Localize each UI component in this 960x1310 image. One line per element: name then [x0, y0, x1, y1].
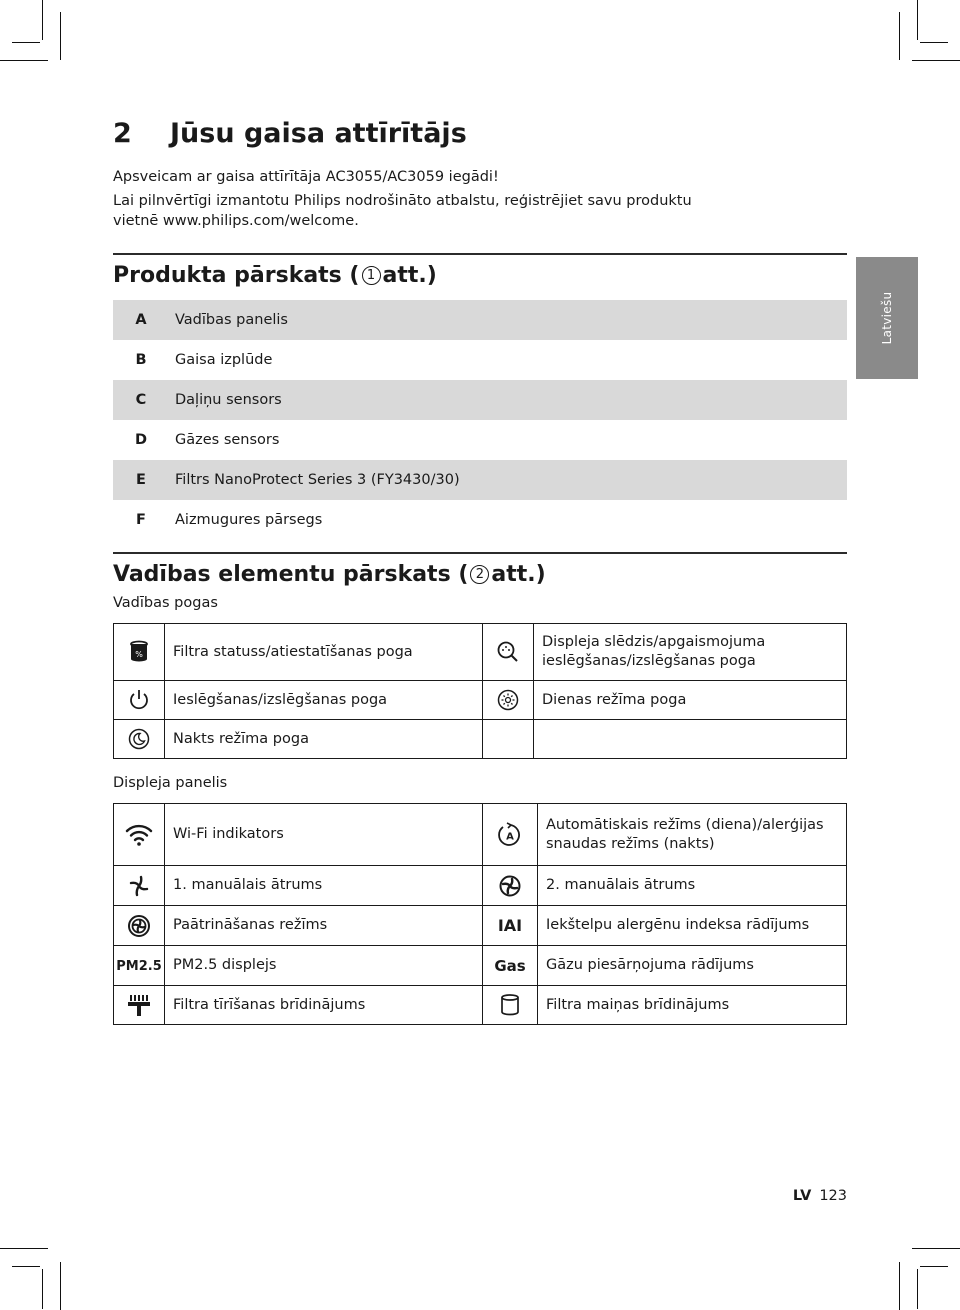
part-name: Filtrs NanoProtect Series 3 (FY3430/30) [169, 460, 847, 500]
wifi-icon [114, 804, 165, 866]
section-divider [113, 253, 847, 255]
table-row [113, 420, 847, 460]
filter-replace-icon [483, 986, 538, 1025]
part-letter: C [113, 380, 169, 420]
button-label: Filtra statuss/atiestatīšanas poga [165, 624, 483, 681]
part-letter: D [134, 432, 148, 448]
display-label: 1. manuālais ātrums [165, 866, 483, 906]
svg-text:A: A [506, 831, 514, 842]
buttons-subheading: Vadības pogas [113, 595, 218, 611]
speed-1-icon [114, 866, 165, 906]
day-mode-icon [483, 681, 534, 720]
part-letter: E [113, 460, 169, 500]
page-content [113, 118, 847, 1025]
part-name: Vadības panelis [169, 300, 847, 340]
overview-heading-text: Produkta pārskats ( [113, 263, 360, 288]
intro-text-2: Lai pilnvērtīgi izmantotu Philips nodrošināto atbalstu, reģistrējiet savu produktu vietnē www.philips.com/welcome. [113, 193, 692, 229]
table-row [114, 906, 847, 946]
figure-number-badge: 2 [470, 565, 489, 584]
gas-icon-text: Gas [494, 956, 526, 975]
chapter-title: Jūsu gaisa attīrītājs [170, 118, 467, 149]
table-row [114, 681, 847, 720]
turbo-icon [114, 906, 165, 946]
pm25-icon-text: PM2.5 [116, 958, 162, 974]
display-label: Gāzu piesārņojuma rādījums [538, 946, 847, 986]
iai-icon-text: IAI [497, 916, 523, 935]
table-row [113, 380, 847, 420]
intro-text-1: Apsveicam ar gaisa attīrītāja AC3055/AC3059 iegādi! [113, 169, 499, 185]
part-name: Aizmugures pārsegs [175, 512, 323, 528]
part-letter: F [136, 512, 146, 528]
speed-2-icon [483, 866, 538, 906]
display-label: Filtra tīrīšanas brīdinājums [165, 986, 483, 1025]
empty-cell [534, 720, 847, 759]
page-footer [793, 1188, 847, 1204]
pm25-icon [114, 946, 165, 986]
chapter-number: 2 [113, 118, 132, 149]
overview-heading [113, 263, 847, 288]
gas-icon [483, 946, 538, 986]
filter-reset-icon [114, 624, 165, 681]
display-subheading: Displeja panelis [113, 775, 228, 791]
auto-mode-icon [483, 804, 538, 866]
button-label: Nakts režīma poga [165, 720, 483, 759]
part-name: Daļiņu sensors [169, 380, 847, 420]
button-label: Ieslēgšanas/izslēgšanas poga [165, 681, 483, 720]
table-row [114, 804, 847, 866]
display-label: 2. manuālais ātrums [538, 866, 847, 906]
parts-table [113, 300, 847, 540]
svg-text:%: % [135, 650, 143, 659]
overview-heading-suffix: att.) [382, 263, 437, 288]
part-name: Gaisa izplūde [175, 352, 273, 368]
display-label: Paātrināšanas režīms [165, 906, 483, 946]
table-row [113, 460, 847, 500]
footer-language: LV [792, 1188, 812, 1204]
language-tab [856, 257, 918, 379]
button-label: Displeja slēdzis/apgaismojuma ieslēgšanas/izslēgšanas poga [534, 624, 847, 681]
display-label: Filtra maiņas brīdinājums [538, 986, 847, 1025]
night-mode-icon [114, 720, 165, 759]
filter-clean-icon [114, 986, 165, 1025]
iai-icon [483, 906, 538, 946]
display-light-icon [483, 624, 534, 681]
table-row [114, 720, 847, 759]
table-row [114, 986, 847, 1025]
buttons-table [113, 623, 847, 759]
table-row [113, 300, 847, 340]
display-label: Iekštelpu alergēnu indeksa rādījums [538, 906, 847, 946]
empty-cell [483, 720, 534, 759]
section-divider [113, 552, 847, 554]
button-label: Dienas režīma poga [534, 681, 847, 720]
controls-heading-suffix: att.) [491, 562, 546, 587]
table-row [114, 946, 847, 986]
display-label: Wi-Fi indikators [165, 804, 483, 866]
table-row [113, 500, 847, 540]
part-name: Gāzes sensors [175, 432, 280, 448]
language-tab-label: Latviešu [880, 291, 894, 345]
controls-heading [113, 562, 847, 587]
display-label: Automātiskais režīms (diena)/alerģijas snaudas režīms (nakts) [538, 804, 847, 866]
table-row [114, 866, 847, 906]
controls-heading-text: Vadības elementu pārskats ( [113, 562, 469, 587]
page-number: 123 [819, 1188, 847, 1204]
table-row [113, 340, 847, 380]
part-letter: A [113, 300, 169, 340]
power-icon [114, 681, 165, 720]
display-table [113, 803, 847, 1025]
figure-number-badge: 1 [362, 266, 381, 285]
chapter-heading [113, 118, 847, 149]
part-letter: B [135, 352, 147, 368]
display-label: PM2.5 displejs [165, 946, 483, 986]
table-row [114, 624, 847, 681]
